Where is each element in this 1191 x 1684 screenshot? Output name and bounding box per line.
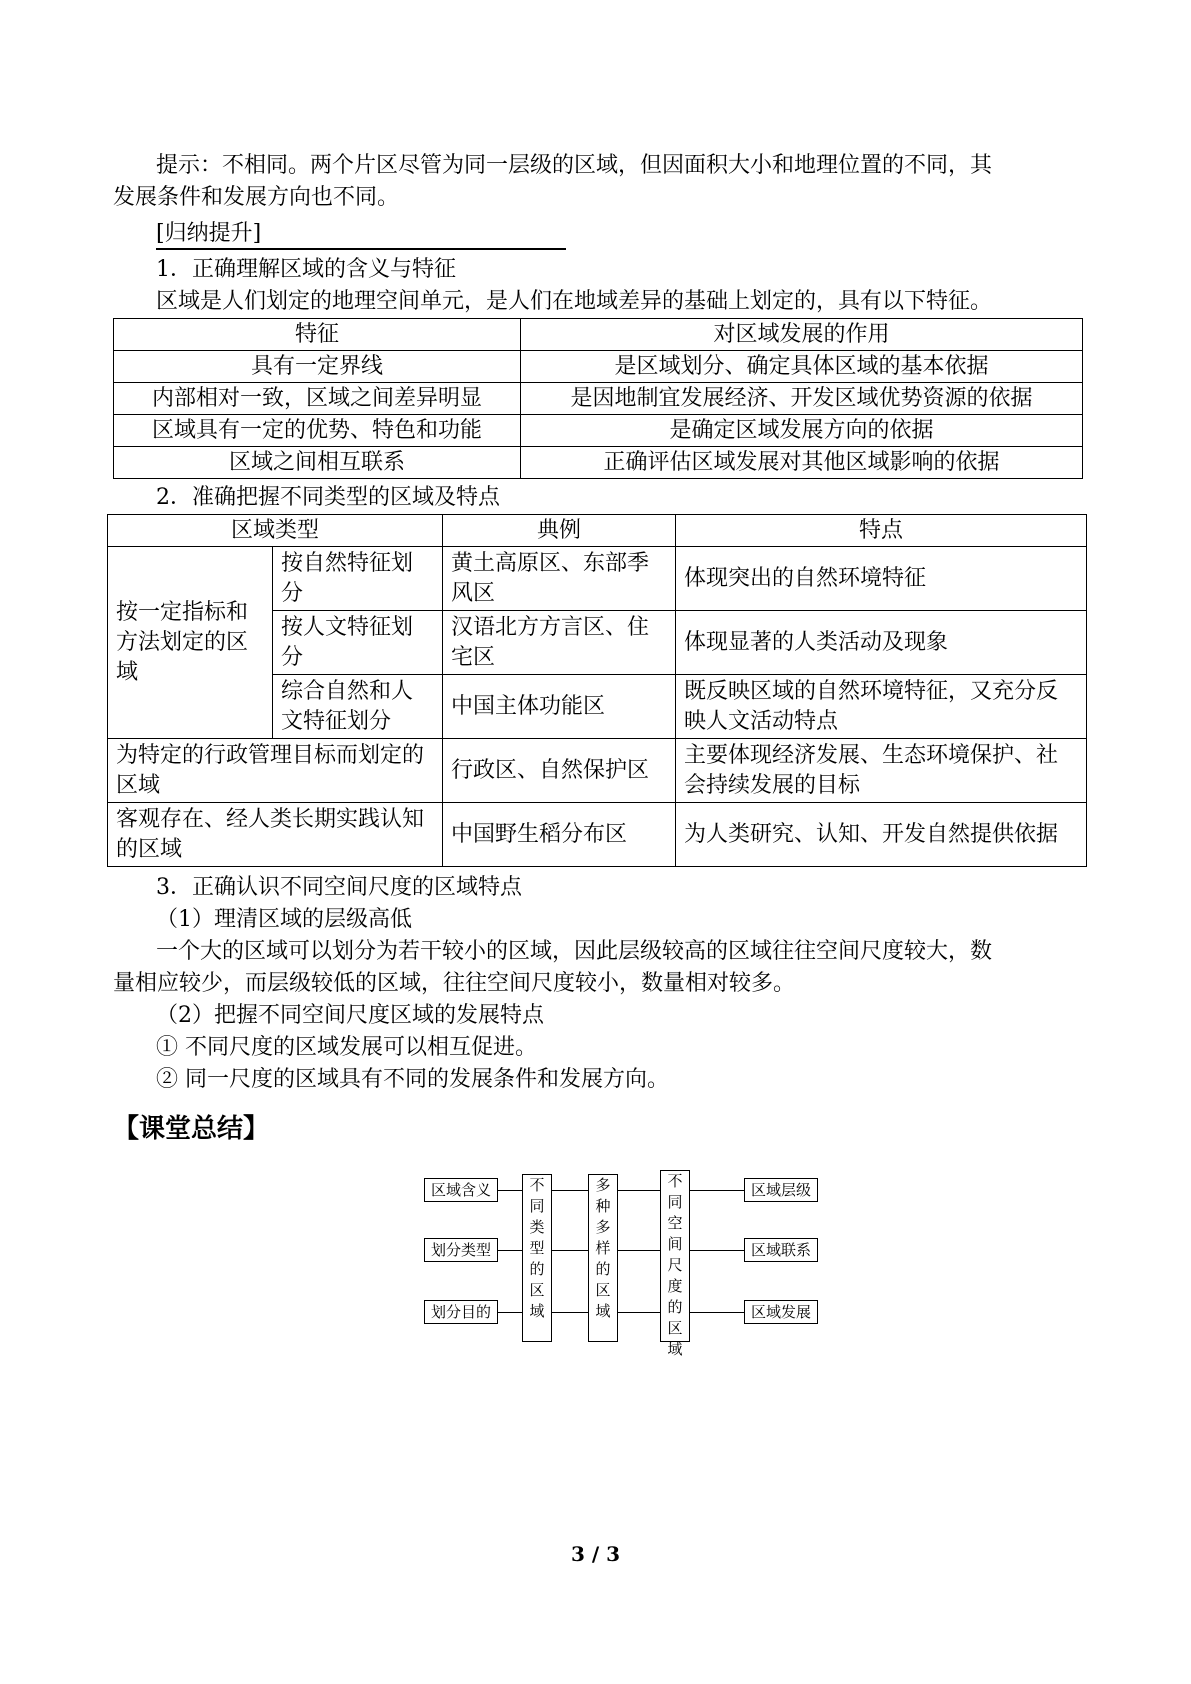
diagram-box-right: 区域发展 <box>744 1300 818 1324</box>
table-cell: 汉语北方方言区、住宅区 <box>443 611 676 675</box>
table-cell: 客观存在、经人类长期实践认知的区域 <box>108 803 443 867</box>
table-row <box>108 803 1087 867</box>
table-cell: 区域之间相互联系 <box>114 447 521 479</box>
section-3-para-1a: 一个大的区域可以划分为若干较小的区域，因此层级较高的区域往往空间尺度较大，数 <box>156 939 993 964</box>
header-cell: 特点 <box>676 515 1087 547</box>
table-cell: 体现突出的自然环境特征 <box>676 547 1087 611</box>
header-cell: 典例 <box>443 515 676 547</box>
table-cell: 为特定的行政管理目标而划定的区域 <box>108 739 443 803</box>
table-cell: 按人文特征划分 <box>273 611 443 675</box>
diagram-box-center: 多种多样的区域 <box>588 1174 618 1342</box>
table-cell: 是因地制宜发展经济、开发区域优势资源的依据 <box>521 383 1083 415</box>
table-cell: 中国主体功能区 <box>443 675 676 739</box>
hint-line-2: 发展条件和发展方向也不同。 <box>113 185 400 210</box>
section-1-intro: 区域是人们划定的地理空间单元，是人们在地域差异的基础上划定的，具有以下特征。 <box>156 289 993 314</box>
table-cell: 综合自然和人文特征划分 <box>273 675 443 739</box>
diagram-box-right: 区域层级 <box>744 1178 818 1202</box>
section-heading-text: [归纳提升] <box>156 221 262 246</box>
table-cell: 按一定指标和方法划定的区域 <box>108 547 273 739</box>
header-cell: 对区域发展的作用 <box>521 319 1083 351</box>
page-number: 3 / 3 <box>570 1542 621 1566</box>
table-header-row <box>108 515 1087 547</box>
section-3-sub-2: （2）把握不同空间尺度区域的发展特点 <box>156 1003 544 1028</box>
table-cell: 行政区、自然保护区 <box>443 739 676 803</box>
diagram-box-left: 划分类型 <box>424 1238 498 1262</box>
table-cell: 是区域划分、确定具体区域的基本依据 <box>521 351 1083 383</box>
region-types-table <box>107 514 1087 867</box>
table-row <box>114 383 1083 415</box>
table-cell: 内部相对一致，区域之间差异明显 <box>114 383 521 415</box>
table-cell: 区域具有一定的优势、特色和功能 <box>114 415 521 447</box>
table-row <box>108 739 1087 803</box>
summary-title: 【课堂总结】 <box>113 1114 270 1144</box>
diagram-box-center: 不同类型的区域 <box>522 1174 552 1342</box>
table-cell: 主要体现经济发展、生态环境保护、社会持续发展的目标 <box>676 739 1087 803</box>
table-header-row <box>114 319 1083 351</box>
table-cell: 中国野生稻分布区 <box>443 803 676 867</box>
section-heading <box>156 218 566 250</box>
table-cell: 黄土高原区、东部季风区 <box>443 547 676 611</box>
table-cell: 是确定区域发展方向的依据 <box>521 415 1083 447</box>
table-cell: 按自然特征划分 <box>273 547 443 611</box>
section-2-title: 2．准确把握不同类型的区域及特点 <box>156 485 500 510</box>
table-cell: 具有一定界线 <box>114 351 521 383</box>
section-3-sub-1: （1）理清区域的层级高低 <box>156 907 412 932</box>
summary-diagram <box>422 1168 822 1358</box>
diagram-box-right: 区域联系 <box>744 1238 818 1262</box>
table-row <box>108 547 1087 611</box>
table-cell: 为人类研究、认知、开发自然提供依据 <box>676 803 1087 867</box>
table-cell: 体现显著的人类活动及现象 <box>676 611 1087 675</box>
features-table <box>113 318 1083 479</box>
table-row <box>114 351 1083 383</box>
section-1-title: 1．正确理解区域的含义与特征 <box>156 257 456 282</box>
header-cell: 特征 <box>114 319 521 351</box>
hint-line-1: 提示：不相同。两个片区尽管为同一层级的区域，但因面积大小和地理位置的不同，其 <box>156 153 993 178</box>
header-cell: 区域类型 <box>108 515 443 547</box>
section-3-title: 3．正确认识不同空间尺度的区域特点 <box>156 875 522 900</box>
table-row <box>114 447 1083 479</box>
table-cell: 既反映区域的自然环境特征，又充分反映人文活动特点 <box>676 675 1087 739</box>
section-3-item-1: ① 不同尺度的区域发展可以相互促进。 <box>156 1035 537 1060</box>
diagram-box-left: 划分目的 <box>424 1300 498 1324</box>
table-cell: 正确评估区域发展对其他区域影响的依据 <box>521 447 1083 479</box>
section-3-para-1b: 量相应较少，而层级较低的区域，往往空间尺度较小，数量相对较多。 <box>113 971 796 996</box>
section-3-item-2: ② 同一尺度的区域具有不同的发展条件和发展方向。 <box>156 1067 669 1092</box>
diagram-box-center: 不同空间尺度的区域 <box>660 1170 690 1342</box>
diagram-box-left: 区域含义 <box>424 1178 498 1202</box>
table-row <box>114 415 1083 447</box>
